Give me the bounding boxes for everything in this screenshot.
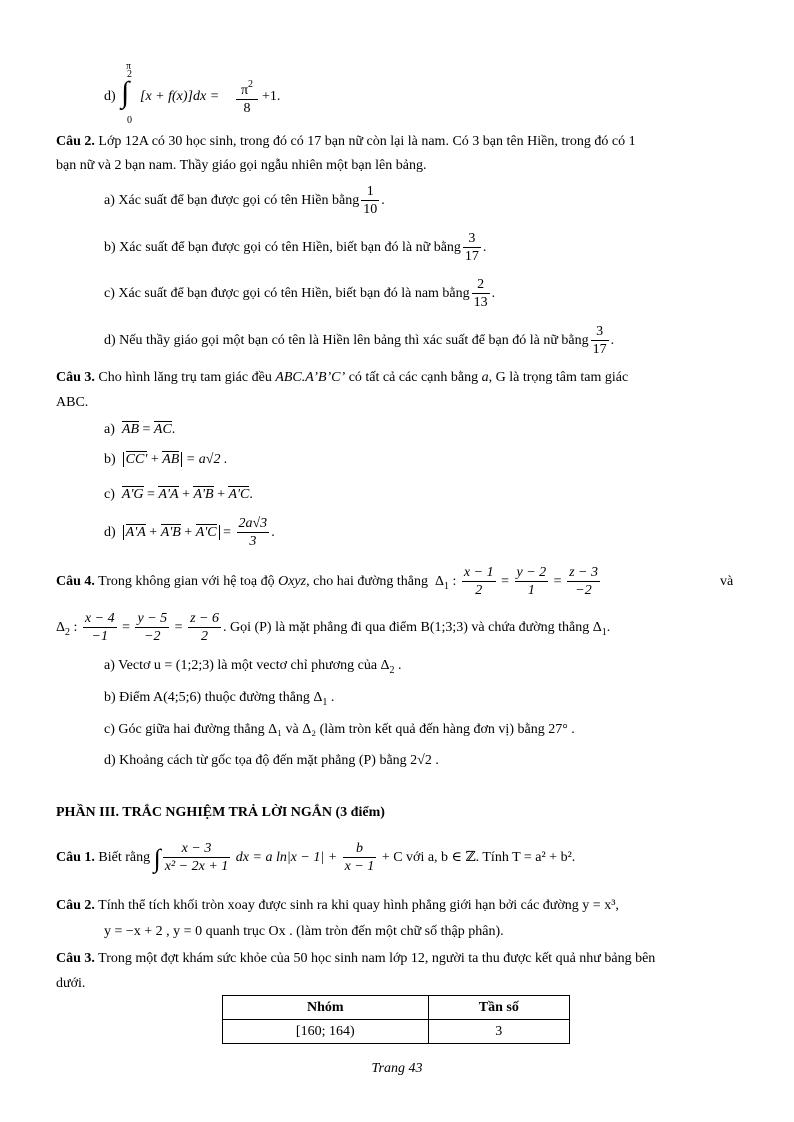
integral-sign: ∫ [121,76,130,109]
table-header: Nhóm [223,996,429,1020]
short-q2-line1: Câu 2. Tính thể tích khối tròn xoay được sinh ra khi quay hình phẳng giới hạn bởi các đường y = x³, [56,898,619,913]
q2-line2: bạn nữ và 2 bạn nam. Thầy giáo gọi ngẫu nhiên một bạn lên bảng. [56,158,427,173]
q2-line1: Câu 2. Lớp 12A có 30 học sinh, trong đó có 17 bạn nữ còn lại là nam. Có 3 bạn tên Hiền, trong đó có 1 [56,134,636,149]
short-q1: Câu 1. Biết rằng ∫ $\frac{x - 3}{\text{x² − 2x + 1}}$ dx = a ln|x − 1| + $\frac{b}{x - 1}$ + C với a, b ∈ ℤ. Tính T = a² + b². [56,841,576,875]
option-label: d) [104,89,116,104]
q2-option-d: d) Nếu thầy giáo gọi một bạn có tên là Hiền lên bảng thì xác suất để bạn đó là nữ bằng $\frac{3}{17}$ . [104,324,615,358]
q4-option-a: a) Vectơ u = (1;2;3) là một vectơ chỉ phương của $\Delta_2$ . [104,658,402,676]
q2-option-c: c) Xác suất để bạn được gọi có tên Hiền, biết bạn đó là nam bằng $\frac{2}{13}$ . [104,277,496,311]
q4-option-b: b) Điểm A(4;5;6) thuộc đường thẳng $\Delta_1$ . [104,690,335,708]
q3-option-c: c) A'G = A'A + A'B + A'C. [104,487,253,502]
upper-limit-den: 2 [127,69,132,80]
table-header-row [223,996,570,1020]
part3-heading: PHẦN III. TRẮC NGHIỆM TRẢ LỜI NGẮN (3 điểm) [56,805,385,820]
q4-line2: $\Delta_2$ : $\frac{x - 4}{-1}$ = $\frac{y - 5}{-2}$ = $\frac{z - 6}{2}$ . Gọi (P) là mặt phẳng đi qua điểm B(1;3;3) và chứa đường thẳng $\Delta_1$. [56,611,611,645]
page-footer: Trang 43 [371,1061,423,1076]
table-cell: [160; 164) [223,1020,429,1044]
q3-option-b: b) CC' + AB = a√2 . [104,452,228,467]
table-row [223,1020,570,1044]
lower-limit: 0 [127,115,132,126]
table-header: Tần số [428,996,569,1020]
short-q2-line2: y = −x + 2 , y = 0 quanh trục Ox . (làm tròn đến một chữ số thập phân). [104,924,504,939]
integrand: [x + f(x)]dx = [140,89,220,104]
q2-option-b: b) Xác suất để bạn được gọi có tên Hiền, biết bạn đó là nữ bằng $\frac{3}{17}$ . [104,231,487,265]
short-q3-line1: Câu 3. Trong một đợt khám sức khỏe của 50 học sinh nam lớp 12, người ta thu được kết quả như bảng bên [56,951,656,966]
tail: +1. [262,89,281,104]
q2-option-a: a) Xác suất để bạn được gọi có tên Hiền bằng $\frac{1}{10}$ . [104,184,385,218]
q4-line1: Câu 4. Trong không gian với hệ toạ độ Oxyz, cho hai đường thẳng $\Delta_1$ : $\frac{x - 1}{2}$ = $\frac{y - 2}{1}$ = $\frac{z - 3}{-2}$ [56,565,598,599]
q3-line2: ABC. [56,395,89,410]
table-cell: 3 [428,1020,569,1044]
upper-limit: π [126,61,132,72]
short-q3-line2: dưới. [56,976,86,991]
q4-and: và [720,574,734,589]
frequency-table [222,995,570,1044]
q3-line1: Câu 3. Cho hình lăng trụ tam giác đều ABC.A’B’C’ có tất cả các cạnh bằng a, G là trọng tâm tam giác [56,370,629,385]
fraction: $\pi^2$ 8 [236,76,258,117]
q4-option-c: c) Góc giữa hai đường thẳng Δ₁ và Δ₂ (làm tròn kết quả đến hàng đơn vị) bằng 27° . [104,722,575,737]
q3-option-a: a) AB = AC. [104,422,176,437]
q3-option-d: d) A'A + A'B + A'C = $\frac{2a√3}{3}$ . [104,516,275,550]
q4-option-d: d) Khoảng cách từ gốc tọa độ đến mặt phẳng (P) bằng 2√2 . [104,753,439,768]
